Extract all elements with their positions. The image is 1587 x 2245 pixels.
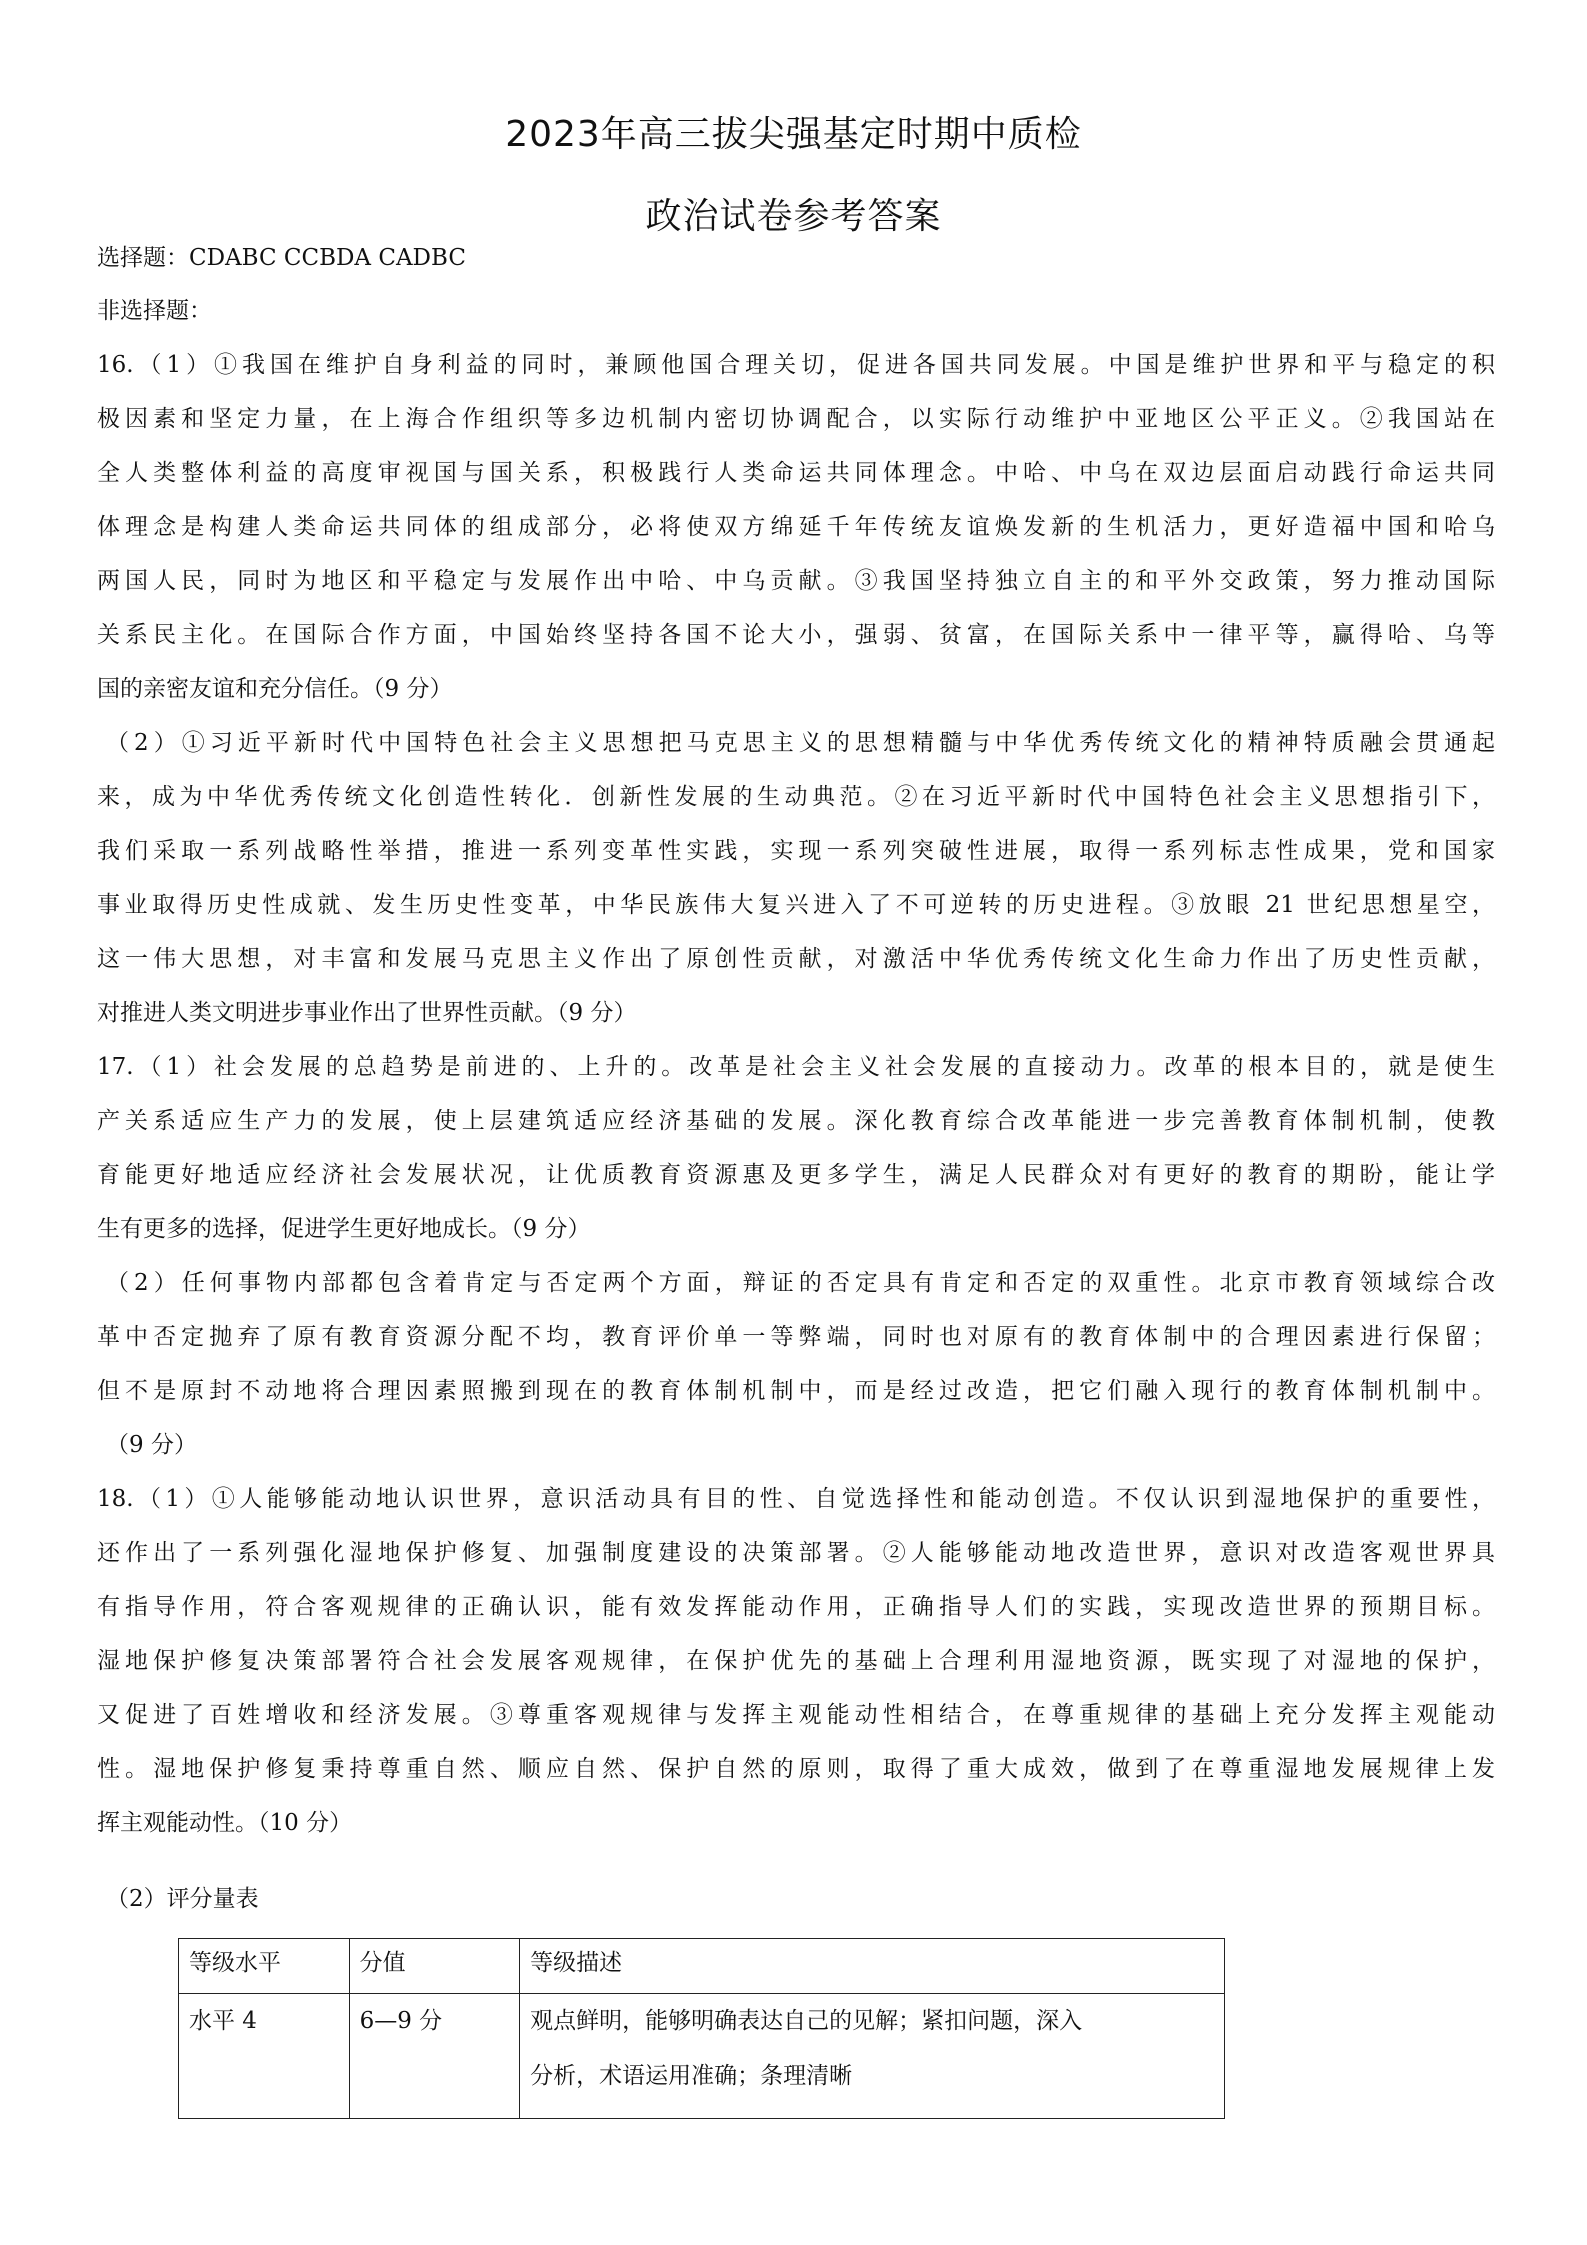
answer-line: （2）评分量表 (106, 1886, 259, 1912)
answer-line: 性。湿地保护修复秉持尊重自然、顺应自然、保护自然的原则，取得了重大成效，做到了在尊重湿地发展规律上发 (97, 1756, 1495, 1782)
table-cell-level: 水平 4 (179, 1994, 350, 2119)
choice-label: 选择题： (97, 245, 189, 271)
answer-line: 事业取得历史性成就、发生历史性变革，中华民族伟大复兴进入了不可逆转的历史进程。③放眼 21 世纪思想星空， (97, 892, 1495, 918)
answer-line: 但不是原封不动地将合理因素照搬到现在的教育体制机制中，而是经过改造，把它们融入现行的教育体制机制中。 (97, 1378, 1495, 1404)
table-cell-description (520, 1994, 1225, 2119)
answer-line: 对推进人类文明进步事业作出了世界性贡献。（9 分） (97, 1000, 637, 1026)
table-header-cell: 等级描述 (520, 1939, 1225, 1994)
table-header-cell: 分值 (349, 1939, 520, 1994)
table-row (179, 1994, 1225, 2119)
answer-line: （2）①习近平新时代中国特色社会主义思想把马克思主义的思想精髓与中华优秀传统文化的精神特质融会贯通起 (106, 730, 1495, 756)
exam-subtitle: 政治试卷参考答案 (645, 196, 942, 237)
table-cell-score: 6—9 分 (349, 1994, 520, 2119)
answer-line: 来，成为中华优秀传统文化创造性转化．创新性发展的生动典范。②在习近平新时代中国特色社会主义思想指引下， (97, 784, 1495, 810)
answer-line: 又促进了百姓增收和经济发展。③尊重客观规律与发挥主观能动性相结合，在尊重规律的基础上充分发挥主观能动 (97, 1702, 1495, 1728)
answer-line: 关系民主化。在国际合作方面，中国始终坚持各国不论大小，强弱、贫富，在国际关系中一律平等，赢得哈、乌等 (97, 622, 1495, 648)
scoring-rubric-table (178, 1938, 1225, 2119)
exam-title: 2023年高三拔尖强基定时期中质检 (505, 114, 1082, 155)
answer-line: 这一伟大思想，对丰富和发展马克思主义作出了原创性贡献，对激活中华优秀传统文化生命力作出了历史性贡献， (97, 946, 1495, 972)
answer-line: 生有更多的选择，促进学生更好地成长。（9 分） (97, 1216, 591, 1242)
answer-line: 育能更好地适应经济社会发展状况，让优质教育资源惠及更多学生，满足人民群众对有更好的教育的期盼，能让学 (97, 1162, 1495, 1188)
description-line: 观点鲜明，能够明确表达自己的见解；紧扣问题，深入 (530, 2008, 1083, 2034)
answer-line: 17.（1）社会发展的总趋势是前进的、上升的。改革是社会主义社会发展的直接动力。改革的根本目的，就是使生 (97, 1054, 1495, 1080)
answer-line: 体理念是构建人类命运共同体的组成部分，必将使双方绵延千年传统友谊焕发新的生机活力，更好造福中国和哈乌 (97, 514, 1495, 540)
nonchoice-label: 非选择题： (97, 298, 212, 324)
table-header-row (179, 1939, 1225, 1994)
answer-line: 我们采取一系列战略性举措，推进一系列变革性实践，实现一系列突破性进展，取得一系列标志性成果，党和国家 (97, 838, 1495, 864)
answer-line: 16.（1）①我国在维护自身利益的同时，兼顾他国合理关切，促进各国共同发展。中国是维护世界和平与稳定的积 (97, 352, 1495, 378)
choice-answers: CDABC CCBDA CADBC (189, 245, 466, 271)
answer-line: 还作出了一系列强化湿地保护修复、加强制度建设的决策部署。②人能够能动地改造世界，意识对改造客观世界具 (97, 1540, 1495, 1566)
answer-line: 挥主观能动性。（10 分） (97, 1810, 353, 1836)
answer-line: 有指导作用，符合客观规律的正确认识，能有效发挥能动作用，正确指导人们的实践，实现改造世界的预期目标。 (97, 1594, 1495, 1620)
description-line: 分析，术语运用准确；条理清晰 (530, 2063, 853, 2089)
answer-line: 国的亲密友谊和充分信任。（9 分） (97, 676, 453, 702)
choice-answers-line (97, 243, 466, 273)
answer-line: 全人类整体利益的高度审视国与国关系，积极践行人类命运共同体理念。中哈、中乌在双边层面启动践行命运共同 (97, 460, 1495, 486)
answer-line: （9 分） (106, 1432, 197, 1458)
answer-line: 18.（1）①人能够能动地认识世界，意识活动具有目的性、自觉选择性和能动创造。不仅认识到湿地保护的重要性， (97, 1486, 1495, 1512)
answer-line: （2）任何事物内部都包含着肯定与否定两个方面，辩证的否定具有肯定和否定的双重性。北京市教育领域综合改 (106, 1270, 1495, 1296)
answer-line: 革中否定抛弃了原有教育资源分配不均，教育评价单一等弊端，同时也对原有的教育体制中的合理因素进行保留； (97, 1324, 1495, 1350)
answer-line: 湿地保护修复决策部署符合社会发展客观规律，在保护优先的基础上合理利用湿地资源，既实现了对湿地的保护， (97, 1648, 1495, 1674)
answer-line: 极因素和坚定力量，在上海合作组织等多边机制内密切协调配合，以实际行动维护中亚地区公平正义。②我国站在 (97, 406, 1495, 432)
answer-line: 两国人民，同时为地区和平稳定与发展作出中哈、中乌贡献。③我国坚持独立自主的和平外交政策，努力推动国际 (97, 568, 1495, 594)
table-header-cell: 等级水平 (179, 1939, 350, 1994)
answer-line: 产关系适应生产力的发展，使上层建筑适应经济基础的发展。深化教育综合改革能进一步完善教育体制机制，使教 (97, 1108, 1495, 1134)
